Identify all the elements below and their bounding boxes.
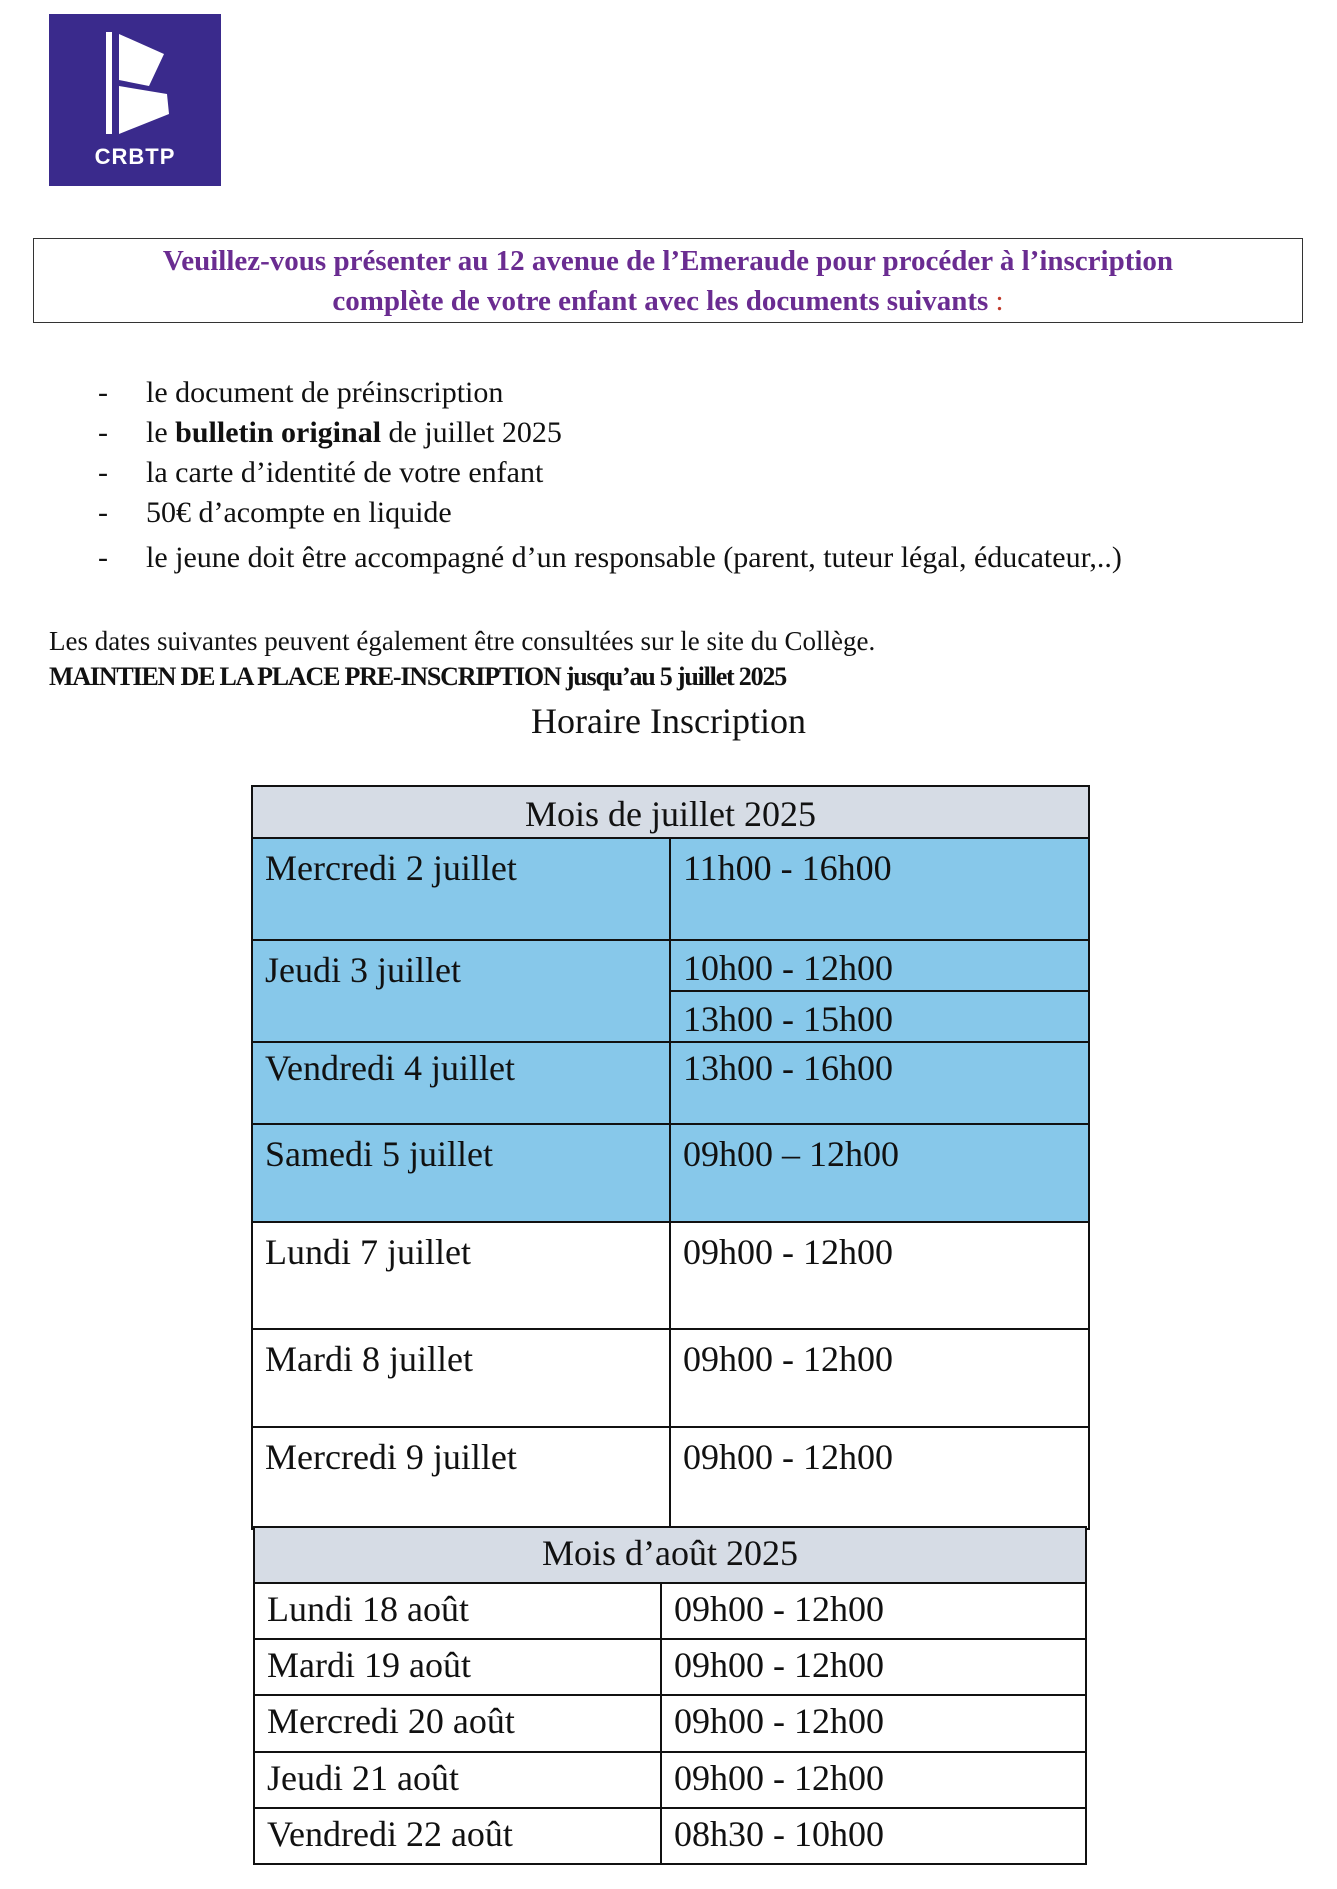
table-row [252, 1427, 1089, 1529]
list-item-text: 50€ d’acompte en liquide [146, 496, 452, 529]
day-cell: Mercredi 9 juillet [252, 1427, 670, 1529]
list-dash: - [98, 541, 108, 574]
list-dash: - [98, 496, 108, 529]
day-cell: Samedi 5 juillet [252, 1124, 670, 1222]
time-cell: 11h00 - 16h00 [670, 838, 1089, 940]
table-row [252, 838, 1089, 940]
list-item-text: le document de préinscription [146, 376, 504, 409]
table-header-row [252, 786, 1089, 838]
day-cell: Lundi 18 août [254, 1583, 661, 1639]
table-row [254, 1583, 1086, 1639]
table-row [254, 1808, 1086, 1864]
time-cell: 09h00 - 12h00 [661, 1639, 1086, 1695]
list-item-text-before: le [146, 416, 176, 449]
time-cell: 10h00 - 12h00 [670, 940, 1089, 991]
time-cell: 09h00 - 12h00 [670, 1222, 1089, 1329]
instruction-notice [33, 238, 1303, 323]
list-item-text: le jeune doit être accompagné d’un responsable (parent, tuteur légal, éducateur,..) [146, 541, 1122, 574]
maintien-line: MAINTIEN DE LA PLACE PRE-INSCRIPTION jusqu’au 5 juillet 2025 [49, 662, 786, 691]
table-row [252, 1042, 1089, 1124]
time-cell: 13h00 - 16h00 [670, 1042, 1089, 1124]
table-row [252, 1329, 1089, 1427]
notice-line-2 [34, 281, 1302, 321]
list-dash: - [98, 376, 108, 409]
time-cell: 09h00 - 12h00 [661, 1695, 1086, 1752]
logo-text: CRBTP [94, 144, 176, 169]
crbtp-logo [49, 14, 221, 186]
day-cell: Mercredi 20 août [254, 1695, 661, 1752]
july-header: Mois de juillet 2025 [252, 786, 1089, 838]
day-cell: Mardi 19 août [254, 1639, 661, 1695]
list-dash: - [98, 456, 108, 489]
time-cell: 09h00 - 12h00 [661, 1583, 1086, 1639]
day-cell: Vendredi 4 juillet [252, 1042, 670, 1124]
table-row [252, 1124, 1089, 1222]
time-cell: 09h00 – 12h00 [670, 1124, 1089, 1222]
notice-line-1: Veuillez-vous présenter au 12 avenue de l’Emeraude pour procéder à l’inscription [162, 245, 1174, 277]
day-cell: Lundi 7 juillet [252, 1222, 670, 1329]
table-row [254, 1752, 1086, 1808]
list-item-text [146, 413, 562, 453]
day-cell: Jeudi 21 août [254, 1752, 661, 1808]
time-cell: 08h30 - 10h00 [661, 1808, 1086, 1864]
notice-line-2-text: complète de votre enfant avec les documents suivants [332, 285, 989, 317]
august-header: Mois d’août 2025 [254, 1527, 1086, 1583]
list-item-text: la carte d’identité de votre enfant [146, 456, 544, 489]
list-dash: - [98, 416, 108, 449]
list-item-text-after: de juillet 2025 [381, 416, 562, 449]
time-cell: 13h00 - 15h00 [670, 991, 1089, 1042]
time-cell: 09h00 - 12h00 [670, 1329, 1089, 1427]
table-header-row [254, 1527, 1086, 1583]
table-row [254, 1695, 1086, 1752]
notice-colon: : [988, 285, 1004, 317]
august-schedule-table [253, 1526, 1087, 1865]
day-cell: Mardi 8 juillet [252, 1329, 670, 1427]
time-cell: 09h00 - 12h00 [661, 1752, 1086, 1808]
day-cell: Mercredi 2 juillet [252, 838, 670, 940]
july-schedule-table [251, 785, 1090, 1530]
table-row [252, 1222, 1089, 1329]
list-item-text-bold: bulletin original [175, 416, 382, 449]
table-row [254, 1639, 1086, 1695]
day-cell: Jeudi 3 juillet [252, 940, 670, 1042]
table-row [252, 940, 1089, 991]
info-line: Les dates suivantes peuvent également être consultées sur le site du Collège. [49, 626, 876, 656]
day-cell: Vendredi 22 août [254, 1808, 661, 1864]
time-cell: 09h00 - 12h00 [670, 1427, 1089, 1529]
schedule-title: Horaire Inscription [531, 701, 806, 741]
